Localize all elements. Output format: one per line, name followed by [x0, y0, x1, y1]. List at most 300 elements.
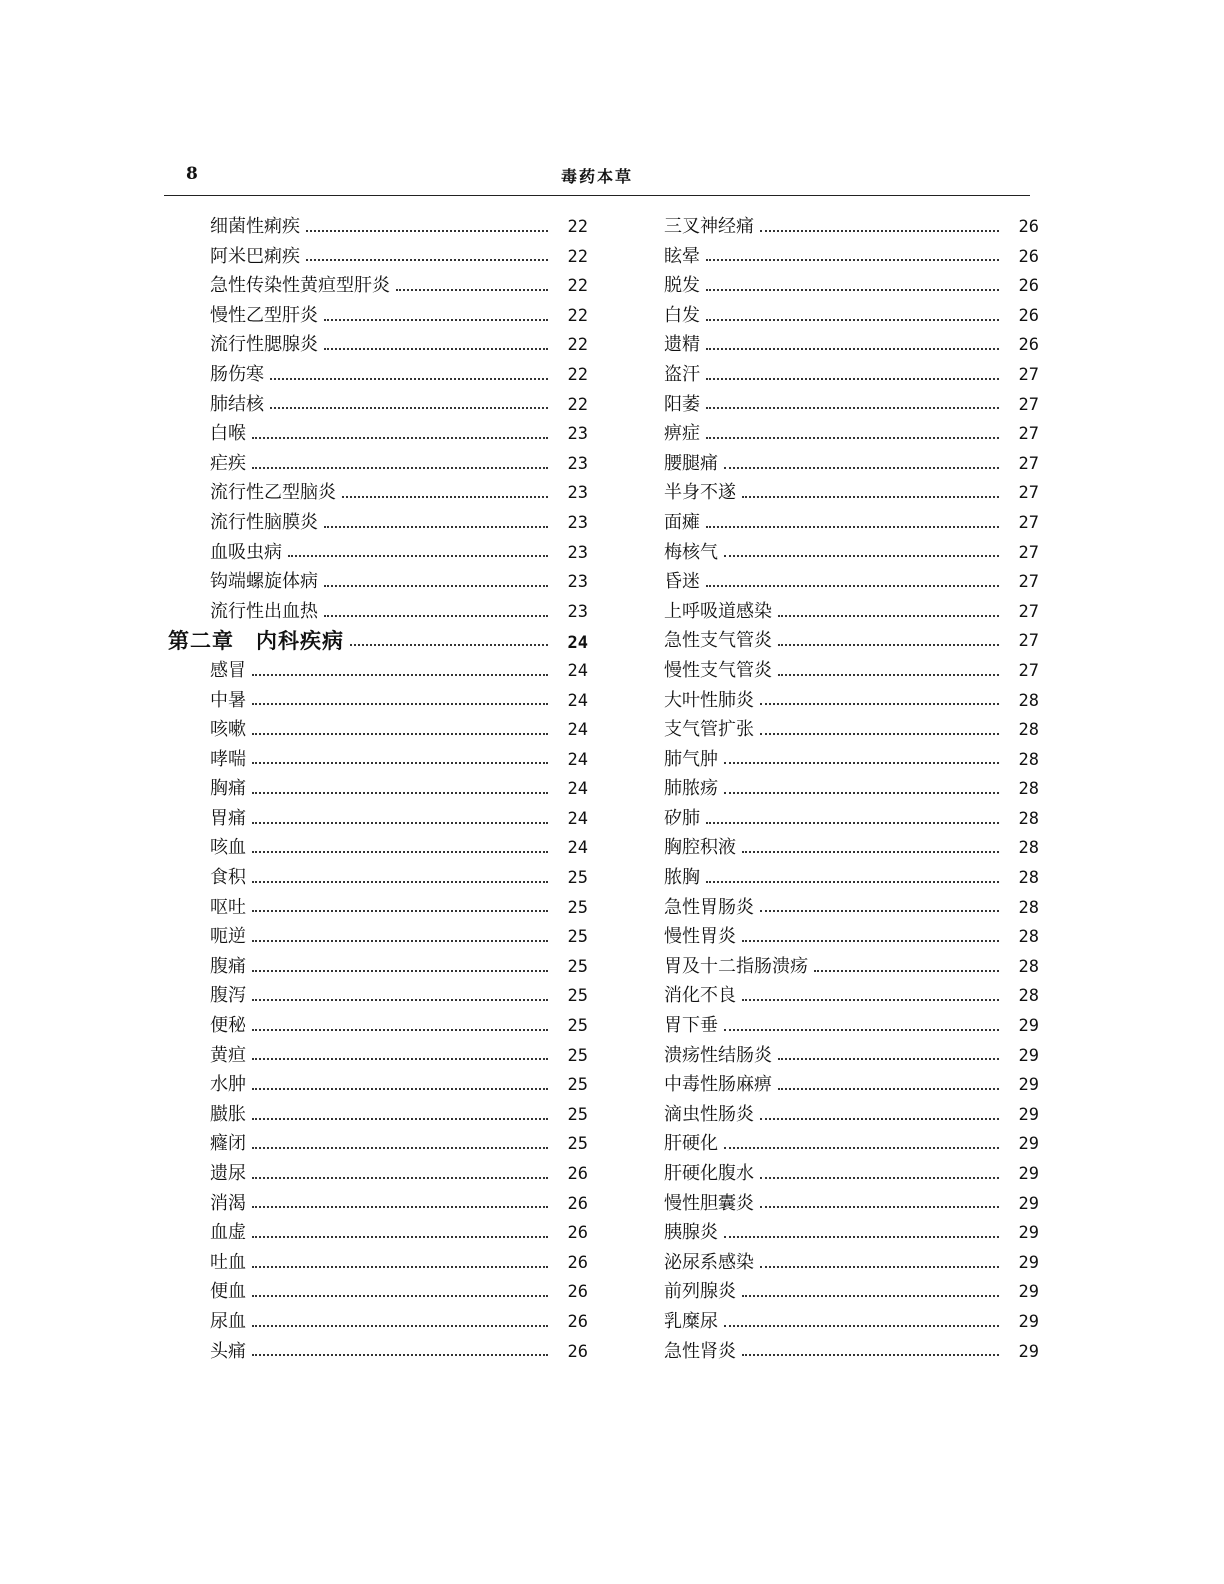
dot-leader: [760, 703, 999, 705]
toc-entry: [664, 212, 1039, 242]
toc-entry-page: 29: [1018, 1134, 1039, 1155]
toc-entry-title: 消渴: [210, 1192, 246, 1214]
toc-entry: [168, 686, 588, 716]
toc-entry-title: 梅核气: [664, 541, 718, 563]
toc-entry-title: 胃痛: [210, 807, 246, 829]
dot-leader: [324, 319, 548, 321]
toc-entry-page: 24: [567, 779, 588, 800]
toc-entry-page: 27: [1018, 512, 1039, 533]
toc-entry-page: 22: [567, 335, 588, 356]
toc-entry-title: 第二章 内科疾病: [168, 628, 344, 654]
toc-entry: [664, 419, 1039, 449]
dot-leader: [342, 496, 548, 498]
dot-leader: [778, 1088, 999, 1090]
toc-entry-page: 27: [1018, 483, 1039, 504]
toc-entry-page: 22: [567, 276, 588, 297]
toc-entry-title: 流行性脑膜炎: [210, 511, 318, 533]
toc-entry-title: 支气管扩张: [664, 719, 754, 741]
toc-entry-title: 臌胀: [210, 1103, 246, 1125]
dot-leader: [252, 1236, 548, 1238]
toc-entry-title: 眩晕: [664, 245, 700, 267]
toc-entry: [664, 538, 1039, 568]
dot-leader: [778, 615, 999, 617]
toc-entry-title: 盗汗: [664, 363, 700, 385]
toc-entry: [168, 804, 588, 834]
toc-entry: [168, 922, 588, 952]
toc-entry-title: 慢性胃炎: [664, 926, 736, 948]
toc-entry-title: 慢性乙型肝炎: [210, 304, 318, 326]
toc-entry: [168, 952, 588, 982]
toc-entry-title: 矽肺: [664, 807, 700, 829]
dot-leader: [724, 1236, 999, 1238]
dot-leader: [742, 851, 999, 853]
toc-entry: [664, 390, 1039, 420]
dot-leader: [760, 1206, 999, 1208]
toc-entry-title: 食积: [210, 867, 246, 889]
dot-leader: [252, 1325, 548, 1327]
toc-entry-title: 中毒性肠麻痹: [664, 1074, 772, 1096]
toc-entry: [664, 1218, 1039, 1248]
toc-entry: [168, 833, 588, 863]
dot-leader: [306, 259, 548, 261]
toc-entry-page: 28: [1018, 779, 1039, 800]
toc-entry: [664, 893, 1039, 923]
toc-entry-page: 28: [1018, 927, 1039, 948]
dot-leader: [760, 910, 999, 912]
toc-entry: [664, 330, 1039, 360]
toc-entry-title: 上呼吸道感染: [664, 600, 772, 622]
toc-entry-page: 27: [1018, 572, 1039, 593]
toc-entry-page: 26: [1018, 276, 1039, 297]
dot-leader: [252, 822, 548, 824]
toc-entry-title: 昏迷: [664, 571, 700, 593]
dot-leader: [706, 378, 999, 380]
toc-entry-title: 血虚: [210, 1222, 246, 1244]
dot-leader: [252, 940, 548, 942]
toc-entry-page: 22: [567, 217, 588, 237]
toc-entry-title: 呃逆: [210, 926, 246, 948]
toc-entry-page: 29: [1018, 1045, 1039, 1066]
toc-entry: [168, 271, 588, 301]
toc-entry: [664, 1189, 1039, 1219]
dot-leader: [252, 762, 548, 764]
toc-entry: [664, 774, 1039, 804]
toc-entry: [168, 301, 588, 331]
dot-leader: [706, 319, 999, 321]
dot-leader: [252, 437, 548, 439]
toc-entry-page: 24: [567, 690, 588, 711]
toc-entry-title: 乳糜尿: [664, 1310, 718, 1332]
toc-entry-title: 黄疸: [210, 1044, 246, 1066]
dot-leader: [778, 644, 999, 646]
toc-entry: [168, 597, 588, 627]
toc-entry-title: 腹泻: [210, 985, 246, 1007]
toc-entry: [664, 1011, 1039, 1041]
toc-entry-page: 27: [1018, 453, 1039, 474]
toc-entry-page: 25: [567, 1075, 588, 1096]
toc-entry-page: 29: [1018, 1252, 1039, 1273]
toc-entry: [168, 1277, 588, 1307]
toc-entry-page: 29: [1018, 1164, 1039, 1184]
dot-leader: [252, 910, 548, 912]
dot-leader: [252, 1354, 548, 1356]
toc-entry: [664, 508, 1039, 538]
dot-leader: [252, 999, 548, 1001]
dot-leader: [252, 792, 548, 794]
toc-entry-page: 27: [1018, 364, 1039, 385]
dot-leader: [396, 289, 548, 291]
toc-entry: [168, 1129, 588, 1159]
toc-entry-page: 23: [567, 453, 588, 474]
toc-entry: [168, 567, 588, 597]
toc-entry-page: 23: [567, 542, 588, 563]
toc-entry-page: 27: [1018, 660, 1039, 681]
dot-leader: [324, 615, 548, 617]
toc-entry: [664, 1277, 1039, 1307]
toc-entry: [664, 478, 1039, 508]
toc-entry-page: 24: [567, 633, 588, 654]
dot-leader: [252, 1147, 548, 1149]
toc-entry-title: 急性肾炎: [664, 1340, 736, 1362]
toc-entry-page: 28: [1018, 838, 1039, 859]
toc-entry: [168, 893, 588, 923]
toc-right-column: [664, 212, 1039, 1366]
toc-entry-title: 水肿: [210, 1074, 246, 1096]
toc-entry-title: 慢性胆囊炎: [664, 1192, 754, 1214]
dot-leader: [706, 259, 999, 261]
toc-entry-title: 肝硬化: [664, 1133, 718, 1155]
dot-leader: [742, 496, 999, 498]
toc-entry-page: 28: [1018, 720, 1039, 741]
toc-entry-page: 29: [1018, 1223, 1039, 1244]
toc-entry-page: 24: [567, 660, 588, 681]
toc-entry: [664, 1041, 1039, 1071]
toc-entry-title: 中暑: [210, 689, 246, 711]
page-number: 8: [186, 164, 198, 184]
toc-entry-title: 胃及十二指肠溃疡: [664, 955, 808, 977]
toc-entry-page: 29: [1018, 1075, 1039, 1096]
toc-entry-title: 前列腺炎: [664, 1281, 736, 1303]
toc-entry-page: 28: [1018, 749, 1039, 770]
toc-entry-title: 消化不良: [664, 985, 736, 1007]
toc-entry: [664, 1100, 1039, 1130]
dot-leader: [324, 348, 548, 350]
dot-leader: [252, 733, 548, 735]
toc-entry: [664, 626, 1039, 656]
toc-entry-title: 腰腿痛: [664, 452, 718, 474]
toc-entry-page: 28: [1018, 897, 1039, 918]
toc-entry: [168, 1070, 588, 1100]
toc-entry-title: 胸痛: [210, 778, 246, 800]
toc-entry: [664, 804, 1039, 834]
dot-leader: [252, 970, 548, 972]
toc-entry-title: 泌尿系感染: [664, 1251, 754, 1273]
dot-leader: [814, 970, 999, 972]
toc-entry-page: 25: [567, 868, 588, 889]
toc-entry-title: 便秘: [210, 1015, 246, 1037]
toc-entry: [168, 1100, 588, 1130]
toc-entry: [664, 301, 1039, 331]
dot-leader: [706, 881, 999, 883]
dot-leader: [706, 437, 999, 439]
toc-entry: [168, 1248, 588, 1278]
toc-entry-title: 大叶性肺炎: [664, 689, 754, 711]
toc-entry: [664, 597, 1039, 627]
toc-entry-page: 25: [567, 1104, 588, 1125]
toc-entry: [168, 212, 588, 242]
toc-entry-title: 胰腺炎: [664, 1222, 718, 1244]
toc-entry-title: 白发: [664, 304, 700, 326]
dot-leader: [288, 555, 548, 557]
toc-entry: [664, 242, 1039, 272]
toc-entry-title: 面瘫: [664, 511, 700, 533]
toc-entry-title: 细菌性痢疾: [210, 216, 300, 237]
toc-entry-page: 25: [567, 1016, 588, 1037]
toc-entry: [168, 449, 588, 479]
dot-leader: [760, 230, 999, 232]
toc-entry-title: 流行性乙型脑炎: [210, 482, 336, 504]
toc-entry-title: 阳萎: [664, 393, 700, 415]
dot-leader: [252, 881, 548, 883]
toc-entry-page: 24: [567, 838, 588, 859]
toc-left-column: [168, 212, 588, 1366]
toc-entry-page: 23: [567, 601, 588, 622]
toc-entry: [168, 419, 588, 449]
dot-leader: [324, 585, 548, 587]
toc-entry-page: 25: [567, 986, 588, 1007]
toc-entry: [664, 1070, 1039, 1100]
dot-leader: [742, 999, 999, 1001]
toc-entry-page: 28: [1018, 956, 1039, 977]
page-header: [164, 160, 1030, 196]
toc-entry-title: 咳血: [210, 837, 246, 859]
dot-leader: [760, 1118, 999, 1120]
dot-leader: [742, 1295, 999, 1297]
toc-entry-page: 22: [567, 305, 588, 326]
toc-entry-title: 肺结核: [210, 393, 264, 415]
dot-leader: [706, 407, 999, 409]
toc-entry-page: 23: [567, 512, 588, 533]
dot-leader: [724, 792, 999, 794]
toc-entry-page: 26: [1018, 335, 1039, 356]
toc-entry-page: 27: [1018, 631, 1039, 652]
dot-leader: [742, 1354, 999, 1356]
toc-entry-title: 便血: [210, 1281, 246, 1303]
toc-entry-page: 26: [567, 1252, 588, 1273]
dot-leader: [306, 230, 548, 232]
toc-entry-page: 22: [567, 246, 588, 267]
toc-entry: [168, 715, 588, 745]
toc-entry-page: 26: [567, 1282, 588, 1303]
toc-entry-title: 痹症: [664, 423, 700, 445]
toc-entry-page: 26: [1018, 305, 1039, 326]
toc-entry-page: 25: [567, 1134, 588, 1155]
toc-entry-title: 急性传染性黄疸型肝炎: [210, 275, 390, 297]
toc-entry-title: 流行性腮腺炎: [210, 334, 318, 356]
toc-entry-page: 24: [567, 720, 588, 741]
dot-leader: [252, 1088, 548, 1090]
toc-entry: [168, 981, 588, 1011]
toc-entry-page: 26: [1018, 217, 1039, 237]
toc-entry-title: 肺脓疡: [664, 778, 718, 800]
toc-entry-page: 29: [1018, 1193, 1039, 1214]
toc-entry-page: 24: [567, 808, 588, 829]
toc-entry-page: 23: [567, 572, 588, 593]
toc-entry: [168, 1337, 588, 1367]
toc-entry: [664, 360, 1039, 390]
dot-leader: [706, 822, 999, 824]
toc-entry: [168, 863, 588, 893]
toc-entry-page: 25: [567, 927, 588, 948]
toc-entry-title: 头痛: [210, 1340, 246, 1362]
toc-entry: [664, 1129, 1039, 1159]
toc-entry-page: 27: [1018, 424, 1039, 445]
toc-entry: [168, 1189, 588, 1219]
toc-entry: [168, 360, 588, 390]
toc-entry-page: 22: [567, 364, 588, 385]
toc-entry-title: 肺气肿: [664, 748, 718, 770]
dot-leader: [270, 407, 548, 409]
dot-leader: [252, 851, 548, 853]
dot-leader: [252, 1177, 548, 1179]
toc-entry-page: 23: [567, 424, 588, 445]
toc-entry-title: 血吸虫病: [210, 541, 282, 563]
toc-entry-title: 慢性支气管炎: [664, 659, 772, 681]
toc-entry-page: 25: [567, 956, 588, 977]
dot-leader: [324, 526, 548, 528]
toc-entry-page: 26: [567, 1193, 588, 1214]
dot-leader: [760, 733, 999, 735]
dot-leader: [252, 703, 548, 705]
toc-entry-page: 28: [1018, 986, 1039, 1007]
dot-leader: [760, 1266, 999, 1268]
toc-entry-page: 22: [567, 394, 588, 415]
header-rule: [164, 195, 1030, 196]
toc-entry-title: 遗尿: [210, 1163, 246, 1184]
dot-leader: [252, 467, 548, 469]
toc-entry-page: 29: [1018, 1341, 1039, 1362]
toc-entry-page: 29: [1018, 1311, 1039, 1332]
toc-entry-page: 23: [567, 483, 588, 504]
toc-entry-title: 流行性出血热: [210, 600, 318, 622]
toc-entry-page: 27: [1018, 394, 1039, 415]
toc-entry-page: 26: [567, 1311, 588, 1332]
toc-entry-page: 25: [567, 1045, 588, 1066]
dot-leader: [706, 289, 999, 291]
dot-leader: [724, 1147, 999, 1149]
dot-leader: [724, 1029, 999, 1031]
toc-entry: [168, 478, 588, 508]
toc-entry: [168, 1307, 588, 1337]
toc-entry-page: 24: [567, 749, 588, 770]
toc-entry: [664, 567, 1039, 597]
toc-entry-title: 滴虫性肠炎: [664, 1103, 754, 1125]
toc-entry-title: 尿血: [210, 1310, 246, 1332]
dot-leader: [724, 1325, 999, 1327]
dot-leader: [252, 1029, 548, 1031]
toc-entry-title: 钩端螺旋体病: [210, 571, 318, 593]
dot-leader: [760, 1177, 999, 1179]
toc-entry: [664, 863, 1039, 893]
toc-entry: [168, 538, 588, 568]
toc-entry-page: 29: [1018, 1104, 1039, 1125]
toc-entry: [168, 390, 588, 420]
toc-entry-title: 吐血: [210, 1251, 246, 1273]
toc-entry-page: 27: [1018, 601, 1039, 622]
toc-entry-title: 肝硬化腹水: [664, 1163, 754, 1184]
dot-leader: [724, 555, 999, 557]
toc-entry-title: 呕吐: [210, 896, 246, 918]
toc-entry-title: 脱发: [664, 275, 700, 297]
dot-leader: [252, 1295, 548, 1297]
toc-entry: [664, 922, 1039, 952]
toc-entry-title: 急性支气管炎: [664, 630, 772, 652]
dot-leader: [252, 1266, 548, 1268]
toc-entry-title: 脓胸: [664, 867, 700, 889]
toc-entry: [664, 1307, 1039, 1337]
toc-entry: [664, 1248, 1039, 1278]
toc-entry-title: 急性胃肠炎: [664, 896, 754, 918]
toc-entry: [168, 508, 588, 538]
dot-leader: [778, 674, 999, 676]
dot-leader: [706, 585, 999, 587]
toc-entry: [168, 1041, 588, 1071]
toc-entry-title: 癃闭: [210, 1133, 246, 1155]
dot-leader: [724, 762, 999, 764]
toc-entry: [168, 1011, 588, 1041]
toc-entry-title: 哮喘: [210, 748, 246, 770]
toc-entry-title: 感冒: [210, 659, 246, 681]
toc-entry: [168, 774, 588, 804]
toc-entry-page: 27: [1018, 542, 1039, 563]
toc-entry-title: 半身不遂: [664, 482, 736, 504]
toc-entry-title: 三叉神经痛: [664, 216, 754, 237]
toc-entry: [664, 745, 1039, 775]
toc-entry-page: 28: [1018, 808, 1039, 829]
dot-leader: [778, 1058, 999, 1060]
toc-entry: [168, 656, 588, 686]
toc-entry: [664, 981, 1039, 1011]
toc-entry-title: 溃疡性结肠炎: [664, 1044, 772, 1066]
toc-entry-title: 胃下垂: [664, 1015, 718, 1037]
running-title: 毒药本草: [560, 167, 633, 186]
toc-entry: [168, 1218, 588, 1248]
toc-entry-page: 28: [1018, 868, 1039, 889]
dot-leader: [252, 1206, 548, 1208]
toc-entry-page: 29: [1018, 1016, 1039, 1037]
toc-entry: [168, 330, 588, 360]
toc-entry: [168, 1159, 588, 1189]
toc-entry: [664, 1159, 1039, 1189]
toc-entry: [664, 686, 1039, 716]
toc-entry: [168, 242, 588, 272]
toc-entry-page: 26: [1018, 246, 1039, 267]
toc-entry-title: 肠伤寒: [210, 363, 264, 385]
toc-entry: [664, 952, 1039, 982]
dot-leader: [706, 348, 999, 350]
toc-entry-title: 遗精: [664, 334, 700, 356]
toc-entry: [168, 745, 588, 775]
toc-entry: [664, 449, 1039, 479]
toc-entry-page: 26: [567, 1164, 588, 1184]
dot-leader: [742, 940, 999, 942]
toc-entry-title: 腹痛: [210, 955, 246, 977]
toc-entry: [664, 271, 1039, 301]
toc-entry: [664, 656, 1039, 686]
toc-entry-page: 28: [1018, 690, 1039, 711]
toc-entry-title: 阿米巴痢疾: [210, 245, 300, 267]
toc-entry-page: 26: [567, 1223, 588, 1244]
